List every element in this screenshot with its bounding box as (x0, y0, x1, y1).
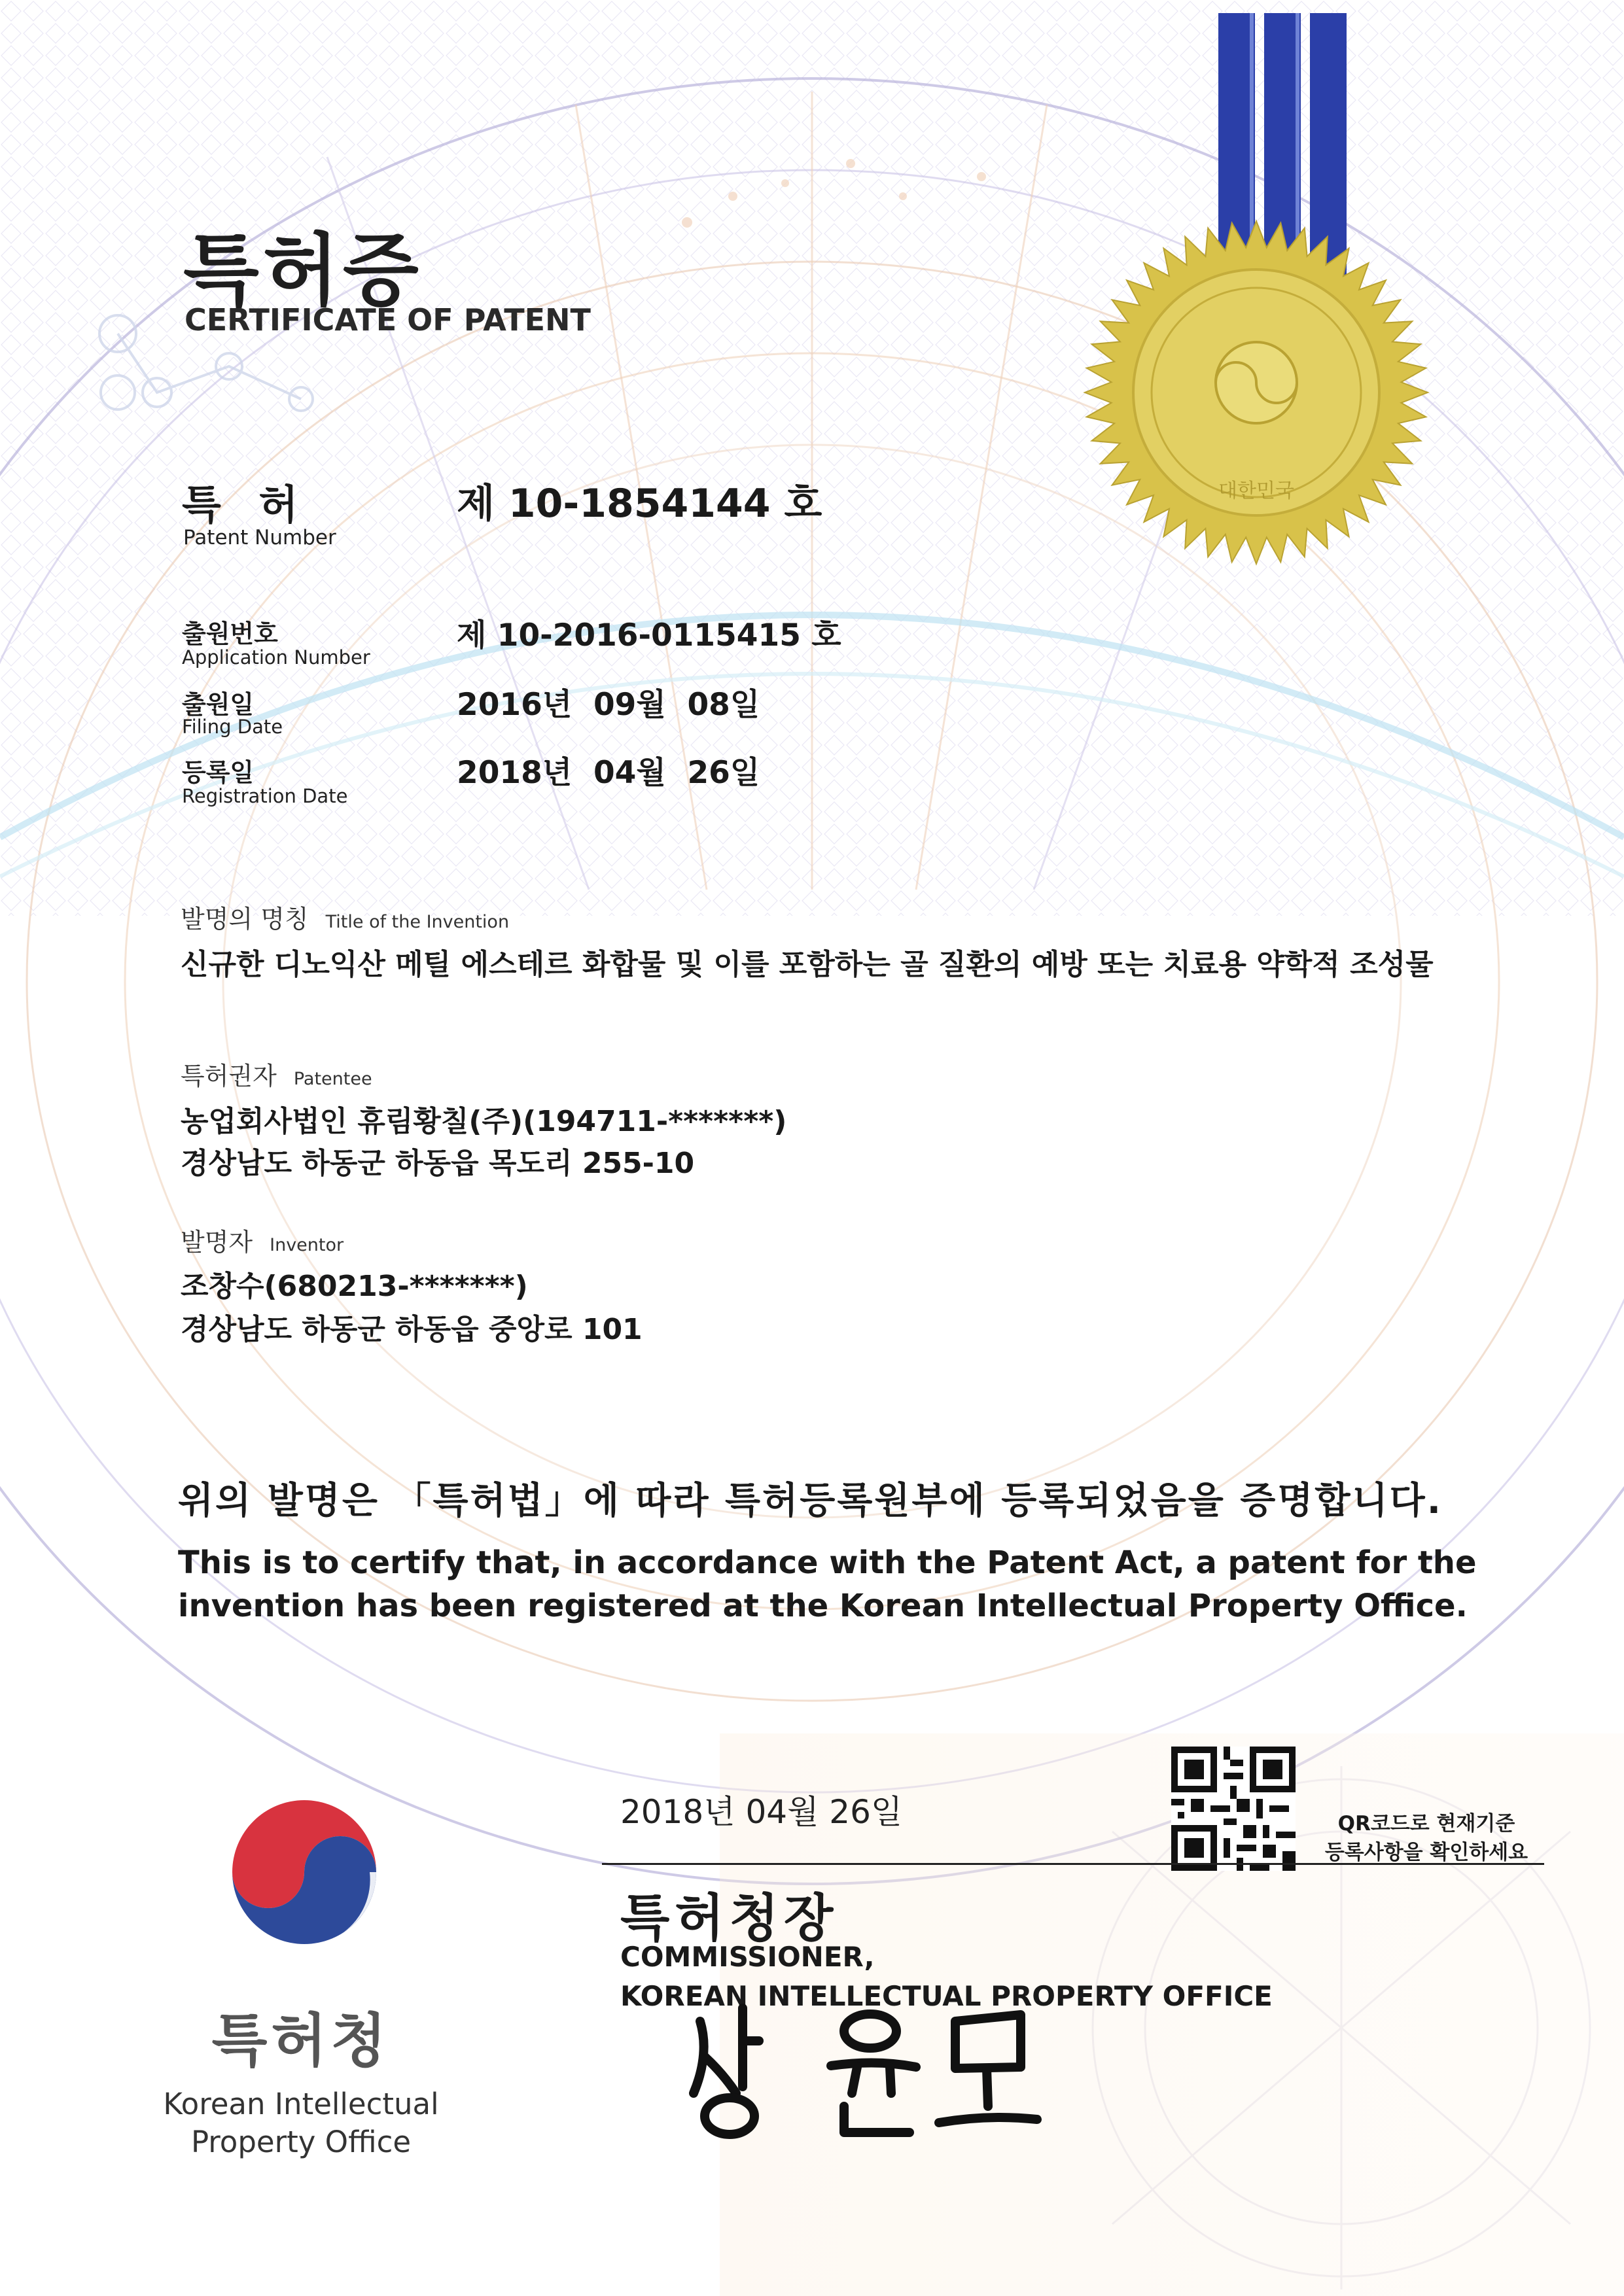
inventor-address: 경상남도 하동군 하동읍 중앙로 101 (181, 1313, 643, 1346)
inventor-name: 조창수(680213-*******) (181, 1270, 528, 1303)
certification-statement-ko: 위의 발명은 「특허법」에 따라 특허등록원부에 등록되었음을 증명합니다. (178, 1480, 1443, 1522)
qr-note (1302, 1809, 1551, 1867)
kipo-name-en (150, 2085, 451, 2161)
certification-statement-en: This is to certify that, in accordance with the Patent Act, a patent for the invention has been registered at the Korean Intellectual Property Office. (178, 1544, 1477, 1624)
patent-number-value: 제 10-1854144 호 (457, 481, 822, 527)
registration-date-label-en: Registration Date (182, 785, 348, 807)
certificate-title: 특허증 (183, 226, 423, 317)
qr-code-icon[interactable] (1171, 1747, 1296, 1871)
invention-title: 신규한 디노익산 메틸 에스테르 화합물 및 이를 포함하는 골 질환의 예방 또는 치료용 약학적 조성물 (181, 948, 1434, 981)
patentee-address: 경상남도 하동군 하동읍 목도리 255-10 (181, 1147, 695, 1180)
gold-seal-with-ribbon (1073, 0, 1439, 602)
patentee-name: 농업회사법인 휴림황칠(주)(194711-*******) (181, 1105, 787, 1138)
application-number-label: 출원번호 (182, 619, 278, 648)
certificate-title-en: CERTIFICATE OF PATENT (185, 302, 591, 338)
patentee-label-en: Patentee (293, 1069, 372, 1089)
inventor-label-ko: 발명자 (181, 1228, 253, 1257)
kipo-name-en-line1: Korean Intellectual (163, 2087, 439, 2121)
kipo-name-en-line2: Property Office (190, 2125, 412, 2159)
patent-number-label-en: Patent Number (183, 526, 336, 549)
qr-note-line1: QR코드로 현재기준 (1337, 1812, 1515, 1835)
issue-date: 2018년 04월 26일 (620, 1793, 903, 1831)
commissioner-title-en-line1: COMMISSIONER, (620, 1941, 875, 1973)
invention-label-en: Title of the Invention (325, 912, 510, 932)
signature-divider (602, 1863, 1544, 1865)
filing-date-value: 2016년 09월 08일 (457, 687, 760, 723)
invention-label (181, 899, 509, 935)
commissioner-title-en-line2: KOREAN INTELLECTUAL PROPERTY OFFICE (620, 1980, 1273, 2012)
application-number-label-en: Application Number (182, 646, 370, 669)
application-number-value: 제 10-2016-0115415 호 (457, 617, 841, 653)
filing-date-label-en: Filing Date (182, 716, 283, 738)
inventor-label (181, 1222, 344, 1258)
patentee-label (181, 1056, 372, 1092)
registration-date-value: 2018년 04월 26일 (457, 755, 760, 791)
seal-text: 대한민국 (1218, 479, 1294, 502)
invention-label-ko: 발명의 명칭 (181, 905, 309, 933)
filing-date-label: 출원일 (182, 690, 255, 719)
commissioner-signature (680, 1995, 1047, 2152)
kipo-taeguk-logo-icon (213, 1781, 396, 1964)
kipo-name-ko: 특허청 (211, 2007, 391, 2074)
patent-number-label: 특 허 (182, 481, 310, 529)
patentee-label-ko: 특허권자 (181, 1062, 277, 1090)
registration-date-label: 등록일 (182, 758, 255, 787)
commissioner-title-ko: 특허청장 (620, 1889, 839, 1948)
inventor-label-en: Inventor (270, 1235, 344, 1255)
qr-note-line2: 등록사항을 확인하세요 (1324, 1841, 1528, 1864)
